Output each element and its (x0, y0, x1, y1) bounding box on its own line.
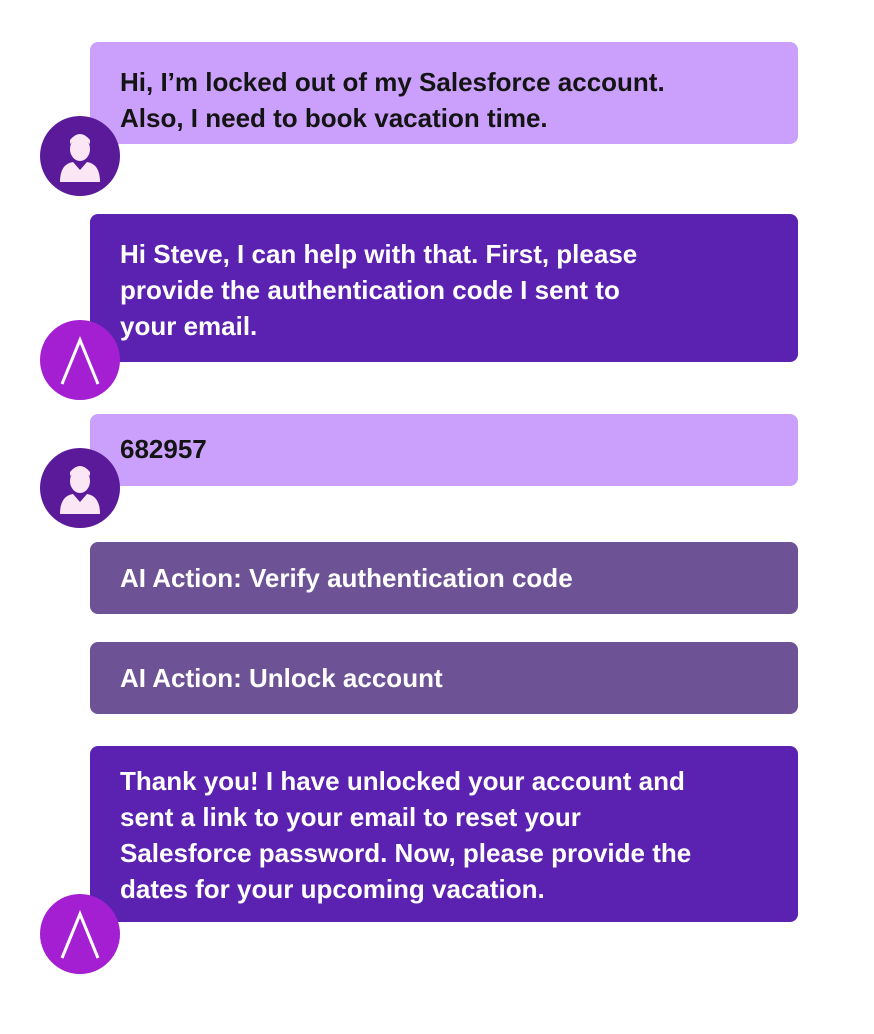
user-message-bubble (90, 414, 798, 486)
ai-action-text: AI Action: Verify authentication code (120, 563, 573, 593)
ai-agent-logo-icon (40, 320, 120, 400)
ai-agent-logo-icon (40, 894, 120, 974)
message-text-line: Hi Steve, I can help with that. First, please (120, 239, 638, 269)
message-text-line: Also, I need to book vacation time. (120, 103, 548, 133)
ai-action-bubble (90, 642, 798, 714)
message-text-line: your email. (120, 311, 258, 341)
user-avatar-icon (40, 116, 120, 196)
message-text-line: dates for your upcoming vacation. (120, 874, 545, 904)
ai-action-text: AI Action: Unlock account (120, 663, 443, 693)
message-text-line: Salesforce password. Now, please provide the (120, 838, 692, 868)
message-text-line: provide the authentication code I sent to (120, 275, 620, 305)
message-text-line: Thank you! I have unlocked your account and (120, 766, 685, 796)
agent-message-bubble (90, 746, 798, 922)
auth-code-text: 682957 (120, 434, 207, 464)
message-text-line: sent a link to your email to reset your (120, 802, 581, 832)
user-message-bubble (90, 42, 798, 144)
user-avatar-icon (40, 448, 120, 528)
message-text-line: Hi, I’m locked out of my Salesforce account. (120, 67, 665, 97)
ai-action-bubble (90, 542, 798, 614)
agent-message-bubble (90, 214, 798, 362)
